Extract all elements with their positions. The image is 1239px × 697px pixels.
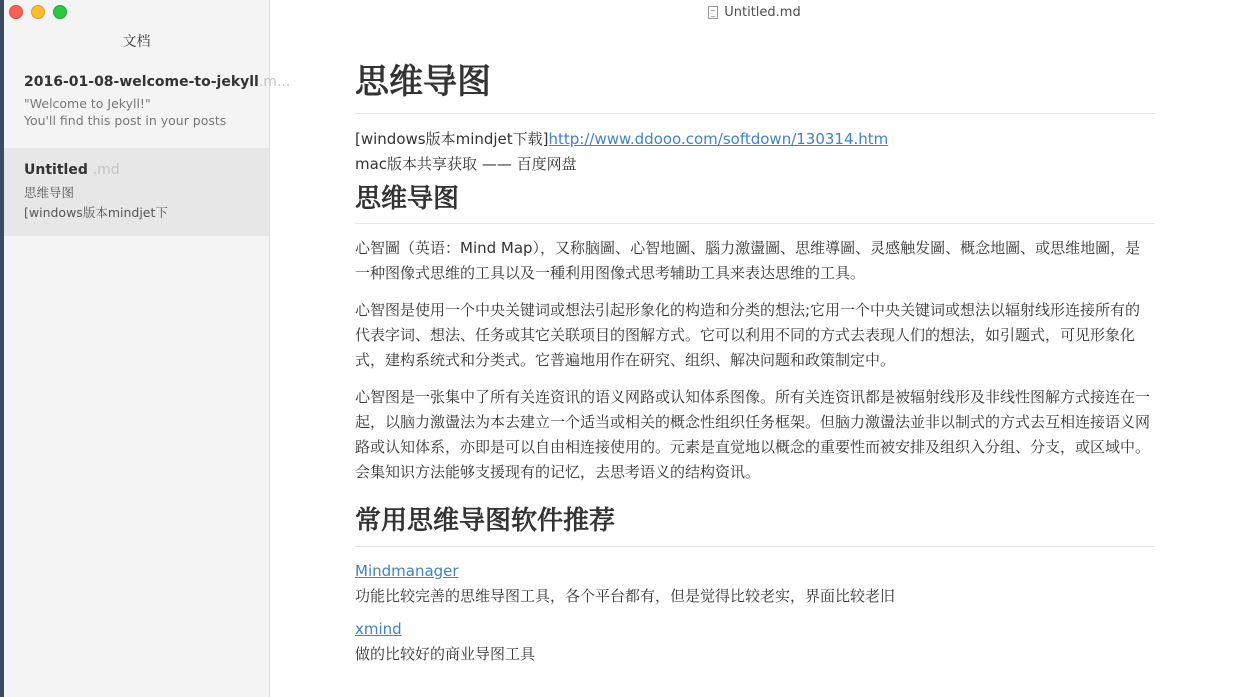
window-title: Untitled.md [724, 4, 801, 20]
software-link-line [355, 617, 1155, 642]
zoom-button[interactable] [53, 5, 67, 19]
software-desc: 做的比较好的商业导图工具 [355, 644, 536, 663]
doc-preview-line: You'll find this post in your posts [24, 113, 227, 128]
paragraph: 心智图是使用一个中央关键词或想法引起形象化的构造和分类的想法;它用一个中央关键词或想法以辐射线形连接所有的代表字词、想法、任务或其它关联项目的图解方式。它可以利用不同的方式去表现人们的想法，如引题式，可见形象化式，建构系统式和分类式。它普遍地用作在研究、组织、解决问题和政策制定中。 [355, 301, 1141, 370]
sidebar-item-untitled[interactable] [4, 148, 269, 236]
close-button[interactable] [9, 5, 23, 19]
download-link[interactable]: http://www.ddooo.com/softdown/130314.htm [548, 129, 889, 148]
paragraph: 心智图是一张集中了所有关连资讯的语义网路或认知体系图像。所有关连资讯都是被辐射线形及非线性图解方式接连在一起，以脑力激盪法为本去建立一个适当或相关的概念性组织任务框架。但脑力激盪法並非以制式的方式去互相连接语义网路或认知体系，亦即是可以自由相连接使用的。元素是直觉地以概念的重要性而被安排及组织入分组、分支，或区域中。会集知识方法能够支援现有的记忆，去思考语义的结构资讯。 [355, 388, 1151, 482]
software-desc: 功能比较完善的思维导图工具，各个平台都有，但是觉得比较老实，界面比较老旧 [355, 586, 896, 605]
software-link-xmind[interactable]: xmind [355, 619, 402, 638]
doc-preview-line: [windows版本mindjet下 [24, 205, 168, 220]
doc-preview-line: 思维导图 [24, 185, 75, 200]
editor-content[interactable] [355, 62, 1155, 667]
download-line: [windows版本mindjet下载]http://www.ddooo.com/softdown/130314.htm [355, 129, 889, 148]
doc-title: Untitled .md [24, 162, 120, 178]
sidebar-item-jekyll[interactable] [4, 67, 291, 145]
doc-preview-line: "Welcome to Jekyll!" [24, 96, 151, 111]
window-controls [9, 5, 67, 19]
sidebar-title: 文档 [122, 34, 151, 50]
paragraph: 心智圖（英语：Mind Map），又称脑圖、心智地圖、腦力激盪圖、思维導圖、灵感触发圖、概念地圖、或思维地圖，是一种图像式思维的工具以及一種利用图像式思考辅助工具来表达思维的工具。 [355, 239, 1141, 283]
sidebar [4, 0, 291, 697]
doc-title: 2016-01-08-welcome-to-jekyll.m... [24, 74, 291, 90]
minimize-button[interactable] [31, 5, 45, 19]
title-bar [270, 0, 1239, 24]
document-icon [708, 6, 718, 19]
software-link-line [355, 559, 1155, 584]
mac-line: mac版本共享获取 —— 百度网盘 [355, 154, 577, 173]
heading-2: 思维导图 [355, 183, 1155, 225]
heading-2: 常用思维导图软件推荐 [355, 505, 1155, 547]
heading-1: 思维导图 [355, 62, 1155, 114]
software-link-mindmanager[interactable]: Mindmanager [355, 561, 459, 580]
